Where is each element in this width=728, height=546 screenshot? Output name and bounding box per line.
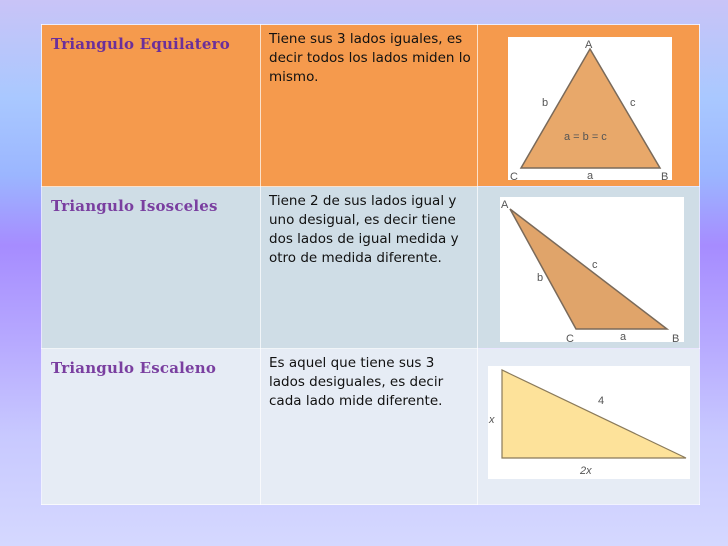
side-label: a (620, 331, 627, 342)
scalene-triangle-figure (488, 366, 690, 479)
type-name: Triangulo Equilatero (51, 35, 230, 53)
scalene-triangle-diagram (488, 366, 690, 479)
type-description-cell (261, 187, 478, 349)
type-description: Es aquel que tiene sus 3 lados desiguales, es decir cada lado mide diferente. (269, 355, 444, 409)
side-label: b (542, 97, 549, 109)
triangle-types-table (41, 24, 700, 505)
vertex-label: C (510, 171, 518, 180)
type-description: Tiene 2 de sus lados igual y uno desigual, es decir tiene dos lados de igual medida y otro de medida diferente. (269, 193, 459, 266)
type-description: Tiene sus 3 lados iguales, es decir todos los lados miden lo mismo. (269, 31, 471, 85)
vertex-label: B (672, 333, 680, 342)
vertex-label: C (566, 333, 574, 342)
equilateral-triangle-figure (508, 37, 672, 180)
figure-cell (478, 25, 700, 187)
side-label: b (537, 272, 544, 284)
isosceles-triangle-shape (510, 209, 667, 329)
equilateral-triangle-diagram (508, 37, 672, 180)
type-name: Triangulo Isosceles (51, 197, 218, 215)
side-label: c (630, 97, 636, 109)
type-description-cell (261, 25, 478, 187)
vertex-label: A (585, 39, 593, 51)
scalene-triangle-shape (502, 370, 686, 458)
type-name-cell (42, 187, 261, 349)
isosceles-triangle-figure (500, 197, 684, 342)
vertex-label: A (501, 199, 509, 211)
vertex-label: B (661, 171, 669, 180)
side-label: 2x (580, 465, 592, 477)
table-row (42, 25, 700, 187)
side-label: a (587, 170, 594, 180)
figure-cell (478, 349, 700, 505)
isosceles-triangle-diagram (500, 197, 684, 342)
type-name-cell (42, 349, 261, 505)
type-name: Triangulo Escaleno (51, 359, 217, 377)
figure-cell (478, 187, 700, 349)
type-description-cell (261, 349, 478, 505)
table-row (42, 349, 700, 505)
type-name-cell (42, 25, 261, 187)
side-label: 4 (598, 395, 605, 407)
equal-sides-caption: a = b = c (564, 131, 607, 143)
table-row (42, 187, 700, 349)
side-label: c (592, 259, 598, 271)
side-label: x (489, 414, 495, 426)
